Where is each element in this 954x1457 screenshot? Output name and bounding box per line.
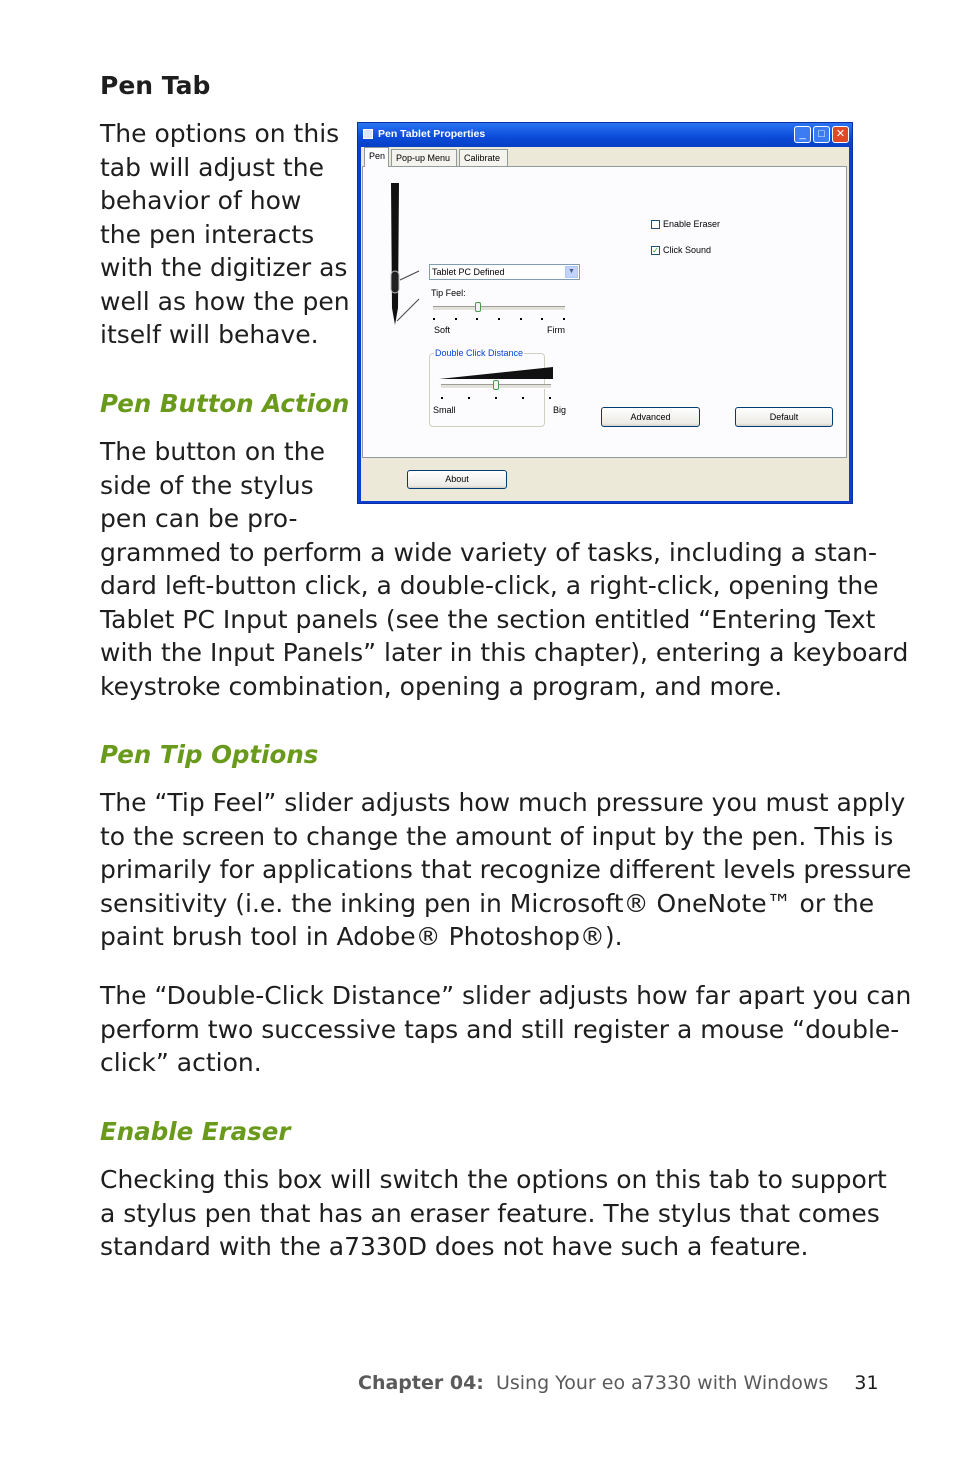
paragraph-line: click” action.: [100, 1048, 262, 1077]
tip-feel-slider[interactable]: [433, 302, 565, 314]
dc-small-label: Small: [433, 405, 456, 415]
footer-chapter: Chapter 04:: [358, 1372, 484, 1394]
tab-label: Calibrate: [464, 153, 501, 163]
default-button[interactable]: Default: [735, 407, 833, 427]
intro-paragraph: [100, 117, 350, 352]
paragraph-line: dard left-button click, a double-click, a right-click, opening the: [100, 571, 879, 600]
tip-feel-label: Tip Feel:: [431, 288, 466, 298]
checkbox-box[interactable]: [651, 246, 660, 255]
dc-big-label: Big: [553, 405, 567, 415]
paragraph-line: sensitivity (i.e. the inking pen in Microsoft® OneNote™ or the: [100, 888, 875, 918]
slider-tick: [563, 318, 565, 320]
slider-tick: [455, 318, 457, 320]
paragraph-line: Tablet PC Input panels (see the section entitled “Entering Text: [100, 604, 876, 634]
paragraph-line: with the Input Panels” later in this chapter), entering a keyboard: [100, 638, 909, 667]
slider-tick: [476, 318, 478, 320]
double-click-slider-thumb[interactable]: [493, 380, 499, 390]
slider-tick: [468, 397, 470, 399]
intro-line: The options on this: [100, 119, 340, 148]
stylus-pen-illustration: [381, 183, 421, 343]
paragraph-line: The “Double-Click Distance” slider adjusts how far apart you can: [100, 981, 912, 1010]
tip-firm-label: Firm: [547, 325, 565, 335]
paragraph-line: grammed to perform a wide variety of tasks, including a stan-: [100, 537, 877, 567]
paragraph-line: standard with the a7330D does not have such a feature.: [100, 1232, 809, 1261]
tab-popup-menu[interactable]: [391, 149, 457, 166]
intro-line: behavior of how: [100, 186, 302, 215]
checkbox-label: Enable Eraser: [663, 219, 721, 229]
minimize-button[interactable]: _: [794, 126, 811, 143]
paragraph-line: The “Tip Feel” slider adjusts how much pressure you must apply: [100, 788, 906, 817]
close-button[interactable]: ✕: [832, 126, 849, 143]
pen-button-action-select[interactable]: [429, 264, 580, 280]
slider-tick: [520, 318, 522, 320]
tab-label: Pen: [369, 151, 386, 161]
chevron-down-icon: ▼: [565, 266, 578, 278]
slider-tick: [433, 318, 435, 320]
checkbox-label: Click Sound: [663, 245, 712, 255]
paragraph-line: primarily for applications that recognize different levels pressure: [100, 855, 912, 884]
paragraph-line: The button on the: [100, 437, 325, 466]
page-heading: Pen Tab: [100, 71, 211, 100]
enable-eraser-paragraph: [100, 1163, 887, 1264]
about-button[interactable]: About: [407, 470, 507, 489]
dialog-title: Pen Tablet Properties: [378, 128, 486, 140]
intro-line: well as how the pen: [100, 286, 350, 316]
intro-line: the pen interacts: [100, 219, 315, 249]
tip-soft-label: Soft: [434, 325, 451, 335]
footer-chapter-title: Using Your eo a7330 with Windows: [495, 1372, 829, 1394]
paragraph-line: pen can be pro-: [100, 504, 298, 533]
pen-tip-paragraph-2: [100, 979, 911, 1080]
slider-tick: [498, 318, 500, 320]
advanced-button[interactable]: Advanced: [601, 407, 700, 427]
pen-tab-panel: [362, 166, 847, 458]
pen-button-action-heading: Pen Button Action: [100, 389, 350, 418]
tab-calibrate[interactable]: [459, 149, 508, 166]
check-icon: ✓: [652, 246, 659, 255]
paragraph-line: a stylus pen that has an eraser feature. The stylus that comes: [100, 1198, 880, 1228]
tip-feel-ticks: [433, 318, 565, 321]
double-click-distance-slider[interactable]: [441, 380, 551, 392]
slider-tick: [495, 397, 497, 399]
page-footer: [358, 1372, 879, 1394]
select-value: Tablet PC Defined: [432, 267, 505, 277]
slider-tick: [549, 397, 551, 399]
double-click-distance-label: Double Click Distance: [435, 348, 524, 358]
page-number: 31: [854, 1372, 879, 1394]
intro-line: itself will behave.: [100, 320, 319, 349]
paragraph-line: Checking this box will switch the options on this tab to support: [100, 1165, 887, 1194]
slider-tick: [541, 318, 543, 320]
double-click-ticks: [441, 397, 551, 400]
slider-tick: [522, 397, 524, 399]
tip-feel-slider-thumb[interactable]: [475, 302, 481, 312]
checkbox-box[interactable]: [651, 220, 660, 229]
intro-line: with the digitizer as: [100, 253, 348, 282]
dialog-title-bar[interactable]: [358, 123, 852, 147]
enable-eraser-heading: Enable Eraser: [100, 1117, 291, 1146]
distance-wedge-icon: [439, 367, 555, 379]
pen-tablet-properties-dialog: [357, 122, 853, 504]
paragraph-line: keystroke combination, opening a program, and more.: [100, 671, 783, 701]
tab-label: Pop-up Menu: [396, 153, 451, 163]
window-app-icon: [363, 129, 373, 139]
dialog-body: [361, 147, 849, 501]
intro-line: tab will adjust the: [100, 152, 324, 182]
slider-tick: [441, 397, 443, 399]
paragraph-line: perform two successive taps and still register a mouse “double-: [100, 1014, 900, 1044]
maximize-button[interactable]: □: [813, 126, 830, 143]
paragraph-line: to the screen to change the amount of input by the pen. This is: [100, 821, 894, 851]
paragraph-line: paint brush tool in Adobe® Photoshop®).: [100, 922, 623, 951]
paragraph-line: side of the stylus: [100, 470, 314, 500]
pen-tip-options-heading: Pen Tip Options: [100, 740, 319, 769]
tab-pen[interactable]: [364, 147, 389, 167]
pen-tip-paragraph-1: [100, 786, 911, 954]
